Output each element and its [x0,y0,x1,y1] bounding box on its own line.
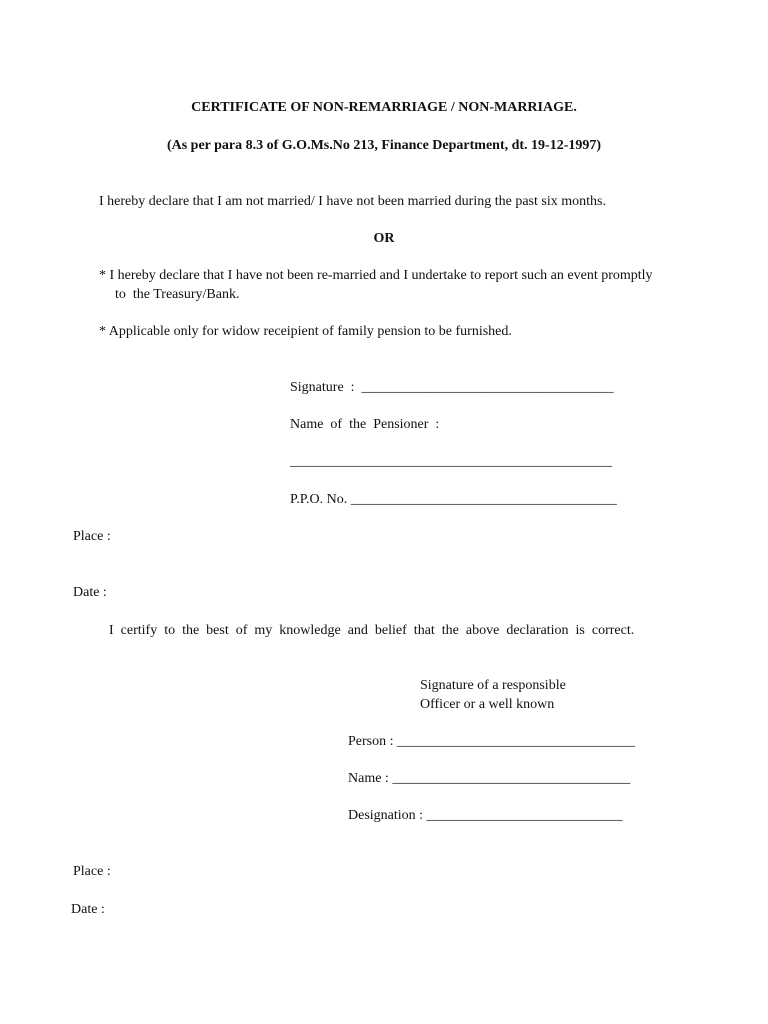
pensioner-signature-field: Signature : ____________________________________ [290,380,614,395]
ppo-number-field: P.P.O. No. ______________________________________ [290,492,617,507]
pensioner-name-blank: ______________________________________________ [290,454,612,469]
document-title: CERTIFICATE OF NON-REMARRIAGE / NON-MARRIAGE. [191,100,577,115]
officer-name-field: Name : __________________________________ [348,771,631,786]
officer-person-field: Person : __________________________________ [348,734,635,749]
pensioner-name-label: Name of the Pensioner : [290,417,440,432]
declaration-not-married: I hereby declare that I am not married/ I have not been married during the past six months. [99,194,606,209]
officer-designation-field: Designation : ____________________________ [348,808,623,823]
date-label-2: Date : [71,902,105,917]
certification-statement: I certify to the best of my knowledge and belief that the above declaration is correct. [109,623,635,638]
date-label-1: Date : [73,585,107,600]
or-separator: OR [373,231,395,246]
place-label-2: Place : [73,864,111,879]
officer-heading-line1: Signature of a responsible [420,678,566,693]
place-label-1: Place : [73,529,111,544]
applicability-note: * Applicable only for widow receipient of family pension to be furnished. [99,324,512,339]
document-subtitle: (As per para 8.3 of G.O.Ms.No 213, Finance Department, dt. 19-12-1997) [166,138,602,153]
declaration-not-remarried-line1: * I hereby declare that I have not been re-married and I undertake to report such an event promptly [99,268,653,283]
officer-heading-line2: Officer or a well known [420,697,555,712]
declaration-not-remarried-line2: to the Treasury/Bank. [115,287,240,302]
